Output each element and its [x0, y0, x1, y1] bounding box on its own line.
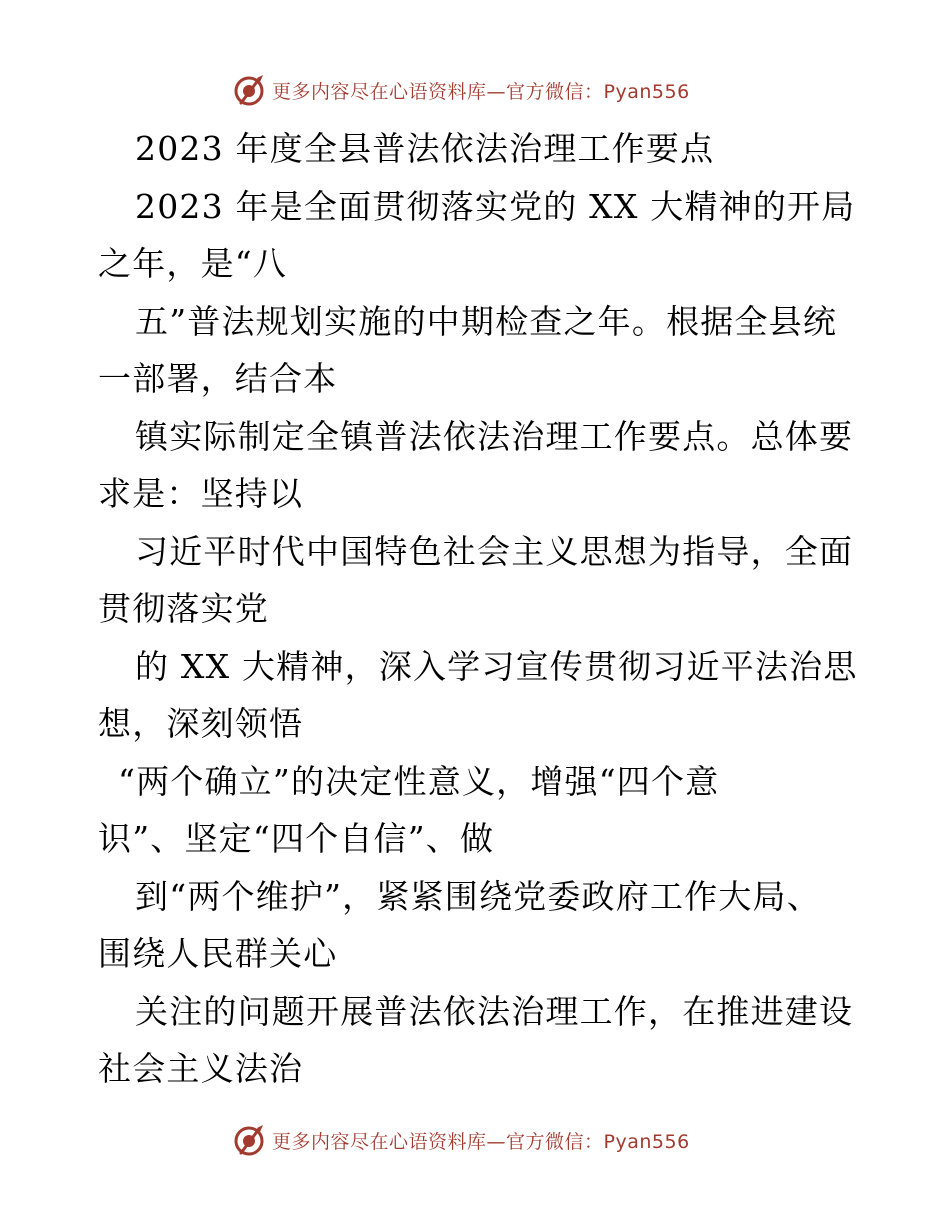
- brush-logo-icon: [232, 73, 266, 107]
- paragraph-line: 识”、坚定“四个自信”、做: [98, 819, 495, 858]
- paragraph-line: 一部署，结合本: [98, 359, 338, 398]
- paragraph-line: 2023 年是全面贯彻落实党的 XX 大精神的开局: [135, 186, 856, 226]
- paragraph-line: 围绕人民群关心: [98, 934, 338, 973]
- header-watermark: [232, 72, 690, 108]
- paragraph-line: 镇实际制定全镇普法依法治理工作要点。总体要: [135, 416, 854, 456]
- watermark-text: 更多内容尽在心语资料库—官方微信：Pyan556: [272, 80, 690, 103]
- paragraph-line: 之年，是“八: [98, 244, 288, 283]
- paragraph-line: 习近平时代中国特色社会主义思想为指导，全面: [135, 531, 854, 571]
- paragraph-line: 社会主义法治: [98, 1049, 304, 1088]
- paragraph-line: 求是：坚持以: [98, 474, 304, 513]
- paragraph-line: “两个确立”的决定性意义，增强“四个意: [118, 761, 720, 801]
- watermark-text: 更多内容尽在心语资料库—官方微信：Pyan556: [272, 1130, 690, 1153]
- paragraph-line: 关注的问题开展普法依法治理工作，在推进建设: [135, 991, 854, 1031]
- paragraph-line: 贯彻落实党: [98, 589, 269, 628]
- document-title: 2023 年度全县普法依法治理工作要点: [135, 129, 715, 168]
- paragraph-line: 五”普法规划实施的中期检查之年。根据全县统: [135, 301, 838, 341]
- paragraph-line: 到“两个维护”，紧紧围绕党委政府工作大局、: [135, 876, 821, 916]
- paragraph-line: 的 XX 大精神，深入学习宣传贯彻习近平法治思: [135, 646, 858, 686]
- paragraph-line: 想，深刻领悟: [98, 704, 304, 743]
- document-body: [98, 120, 858, 1098]
- footer-watermark: [232, 1122, 690, 1158]
- brush-logo-icon: [232, 1123, 266, 1157]
